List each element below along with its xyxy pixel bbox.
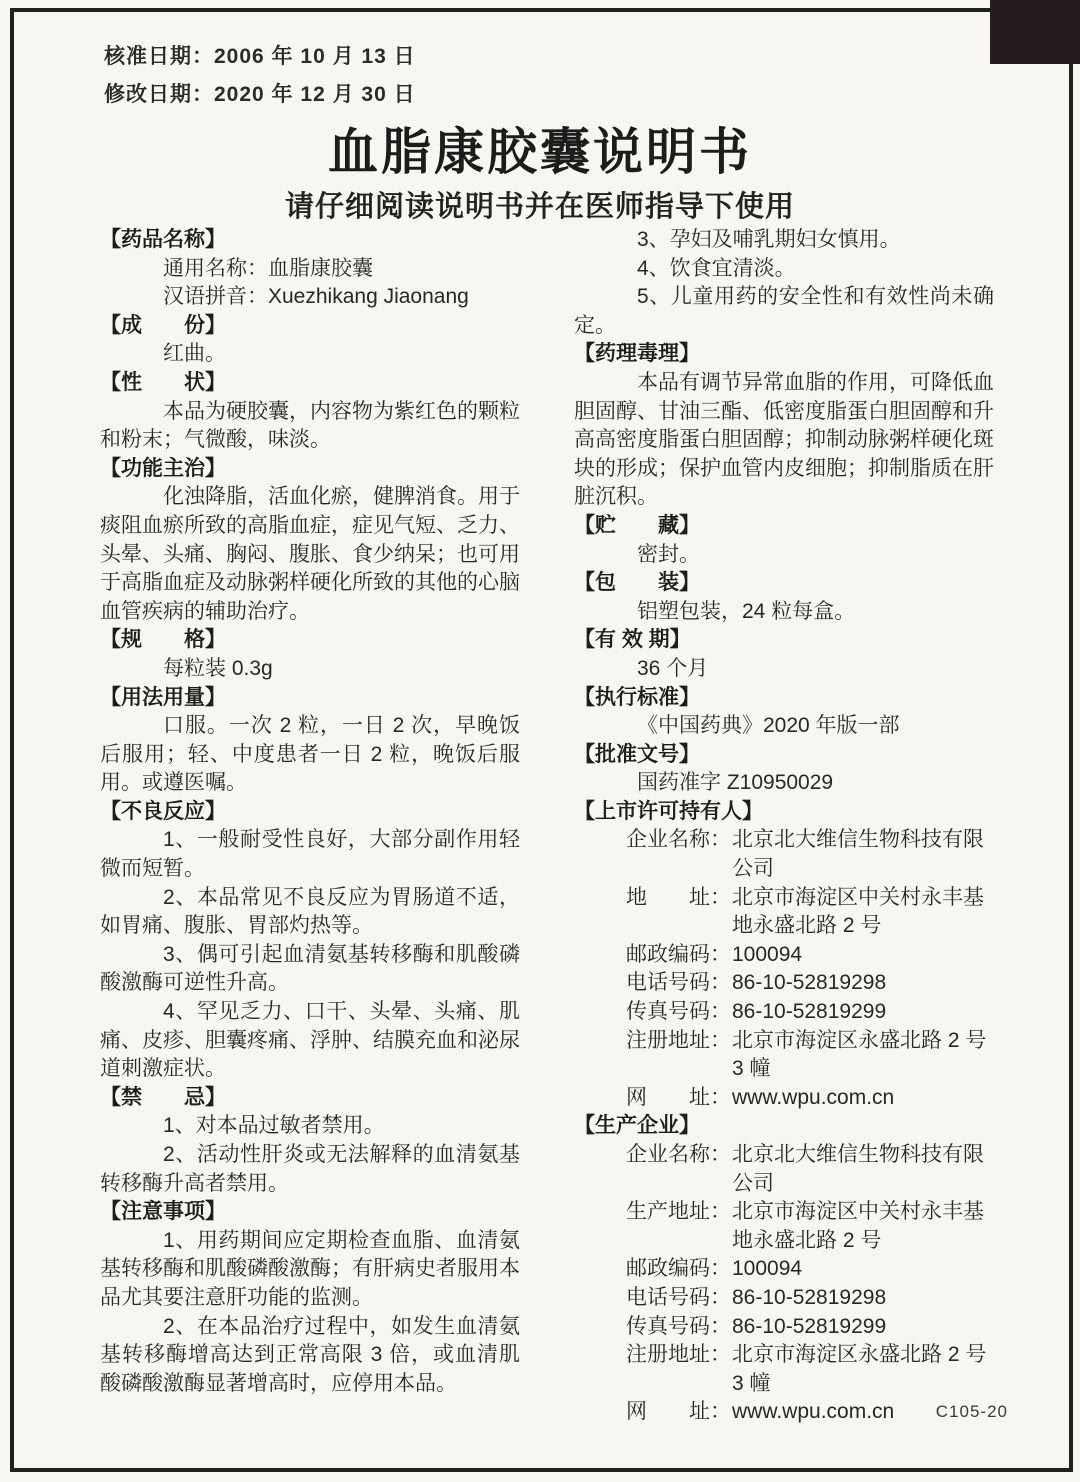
section-header: 【成 份】	[100, 313, 226, 337]
paragraph: 通用名称：血脂康胶囊	[163, 256, 373, 280]
info-value: www.wpu.com.cn	[732, 1085, 895, 1109]
paragraph: 口服。一次 2 粒，一日 2 次，早晚饭后服用；轻、中度患者一日 2 粒，晚饭后服用。或遵医嘱。	[100, 714, 520, 795]
info-value: 100094	[732, 1257, 803, 1281]
page-title: 血脂康胶囊说明书	[328, 124, 752, 180]
paragraph: 红曲。	[163, 342, 226, 366]
paragraph: 4、饮食宜清淡。	[637, 256, 796, 280]
paragraph: 3、孕妇及哺乳期妇女慎用。	[637, 228, 901, 251]
section-header: 【上市许可持有人】	[574, 799, 763, 823]
info-label: 传真号码：	[626, 1314, 731, 1338]
info-label: 注册地址：	[626, 1343, 731, 1367]
info-label: 电话号码：	[626, 1285, 731, 1309]
info-row	[574, 1198, 994, 1255]
corner-black-mark	[990, 0, 1080, 64]
paragraph: 铝塑包装，24 粒每盒。	[637, 599, 856, 623]
paragraph: 密封。	[637, 542, 700, 566]
date-block	[104, 38, 416, 114]
paragraph: 本品为硬胶囊，内容物为紫红色的颗粒和粉末；气微酸，味淡。	[100, 399, 520, 452]
section-header: 【执行标准】	[574, 685, 700, 709]
right-column	[574, 226, 994, 1427]
paragraph: 国药准字 Z10950029	[637, 771, 834, 795]
paragraph: 36 个月	[637, 656, 709, 680]
paragraph: 化浊降脂，活血化瘀，健脾消食。用于痰阻血瘀所致的高脂血症，症见气短、乏力、头晕、头痛、胸闷、腹胀、食少纳呆；也可用于高脂血症及动脉粥样硬化所致的其他的心脑血管疾病的辅助治疗。	[100, 485, 520, 623]
paragraph: 3、偶可引起血清氨基转移酶和肌酸磷酸激酶可逆性升高。	[100, 942, 520, 995]
section-header: 【性 状】	[100, 370, 226, 394]
info-value: 100094	[732, 942, 803, 966]
info-label: 企业名称：	[626, 828, 731, 852]
info-label: 企业名称：	[626, 1143, 731, 1166]
left-column	[100, 226, 520, 1427]
paragraph: 每粒装 0.3g	[163, 656, 273, 680]
section-header: 【有 效 期】	[574, 628, 691, 652]
revision-date: 修改日期：2020 年 12 月 30 日	[104, 83, 416, 106]
section-header: 【禁 忌】	[100, 1085, 226, 1109]
info-row	[574, 998, 994, 1027]
info-row	[574, 1141, 994, 1198]
paragraph: 1、用药期间应定期检查血脂、血清氨基转移酶和肌酸磷酸激酶；有肝病史者服用本品尤其要注意肝功能的监测。	[100, 1228, 520, 1309]
info-row	[574, 1084, 994, 1113]
info-label: 地 址：	[626, 885, 731, 909]
section-header: 【批准文号】	[574, 742, 700, 766]
info-row	[574, 1027, 994, 1084]
info-value: 北京市海淀区中关村永丰基地永盛北路 2 号	[732, 1200, 984, 1252]
section-header: 【药理毒理】	[574, 342, 700, 366]
info-row	[574, 1284, 994, 1313]
section-header: 【生产企业】	[574, 1114, 700, 1138]
paragraph: 《中国药典》2020 年版一部	[637, 714, 900, 738]
info-row	[574, 884, 994, 941]
section-header: 【不良反应】	[100, 799, 226, 823]
section-header: 【用法用量】	[100, 685, 226, 709]
info-label: 传真号码：	[626, 1000, 731, 1024]
info-value: 北京市海淀区永盛北路 2 号 3 幢	[732, 1343, 987, 1395]
paragraph: 5、儿童用药的安全性和有效性尚未确定。	[574, 285, 994, 337]
paragraph: 2、在本品治疗过程中，如发生血清氨基转移酶增高达到正常高限 3 倍，或血清肌酸磷酸激酶显著增高时，应停用本品。	[100, 1314, 520, 1395]
info-value: 86-10-52819298	[732, 971, 887, 995]
info-label: 邮政编码：	[626, 1257, 731, 1281]
info-row	[574, 1255, 994, 1284]
section-header: 【注意事项】	[100, 1200, 226, 1224]
leaflet-body	[100, 226, 994, 1427]
paragraph: 1、一般耐受性良好，大部分副作用轻微而短暂。	[100, 828, 520, 881]
approval-date: 核准日期：2006 年 10 月 13 日	[104, 45, 416, 68]
paragraph: 2、活动性肝炎或无法解释的血清氨基转移酶升高者禁用。	[100, 1143, 520, 1195]
info-row	[574, 1341, 994, 1398]
info-row	[574, 941, 994, 970]
info-value: www.wpu.com.cn	[732, 1400, 895, 1424]
info-label: 网 址：	[626, 1085, 731, 1109]
paragraph: 本品有调节异常血脂的作用，可降低血胆固醇、甘油三酯、低密度脂蛋白胆固醇和升高高密度脂蛋白胆固醇；抑制动脉粥样硬化斑块的形成；保护血管内皮细胞；抑制脂质在肝脏沉积。	[574, 370, 994, 509]
info-row	[574, 969, 994, 998]
info-row	[574, 1313, 994, 1342]
info-value: 86-10-52819299	[732, 1314, 887, 1338]
paragraph: 汉语拼音：Xuezhikang Jiaonang	[163, 285, 469, 309]
info-label: 注册地址：	[626, 1028, 731, 1052]
info-value: 北京市海淀区永盛北路 2 号 3 幢	[732, 1028, 987, 1081]
paragraph: 4、罕见乏力、口干、头晕、头痛、肌痛、皮疹、胆囊疼痛、浮肿、结膜充血和泌尿道刺激症状。	[100, 1000, 520, 1081]
info-value: 86-10-52819299	[732, 1000, 887, 1024]
info-value: 北京北大维信生物科技有限公司	[732, 1143, 984, 1195]
section-header: 【药品名称】	[100, 228, 226, 251]
info-value: 北京北大维信生物科技有限公司	[732, 828, 984, 881]
info-row	[574, 826, 994, 883]
info-label: 生产地址：	[626, 1200, 731, 1224]
section-header: 【贮 藏】	[574, 513, 700, 537]
info-value: 86-10-52819298	[732, 1285, 887, 1309]
info-row	[574, 1398, 994, 1427]
info-label: 网 址：	[626, 1400, 731, 1424]
section-header: 【规 格】	[100, 628, 226, 652]
document-code: C105-20	[935, 1402, 1008, 1421]
section-header: 【包 装】	[574, 571, 700, 595]
info-label: 电话号码：	[626, 971, 731, 995]
info-value: 北京市海淀区中关村永丰基地永盛北路 2 号	[732, 885, 984, 938]
section-header: 【功能主治】	[100, 456, 226, 480]
paragraph: 1、对本品过敏者禁用。	[163, 1114, 385, 1138]
info-label: 邮政编码：	[626, 942, 731, 966]
paragraph: 2、本品常见不良反应为胃肠道不适，如胃痛、腹胀、胃部灼热等。	[100, 885, 520, 938]
page-subtitle: 请仔细阅读说明书并在医师指导下使用	[284, 191, 795, 223]
